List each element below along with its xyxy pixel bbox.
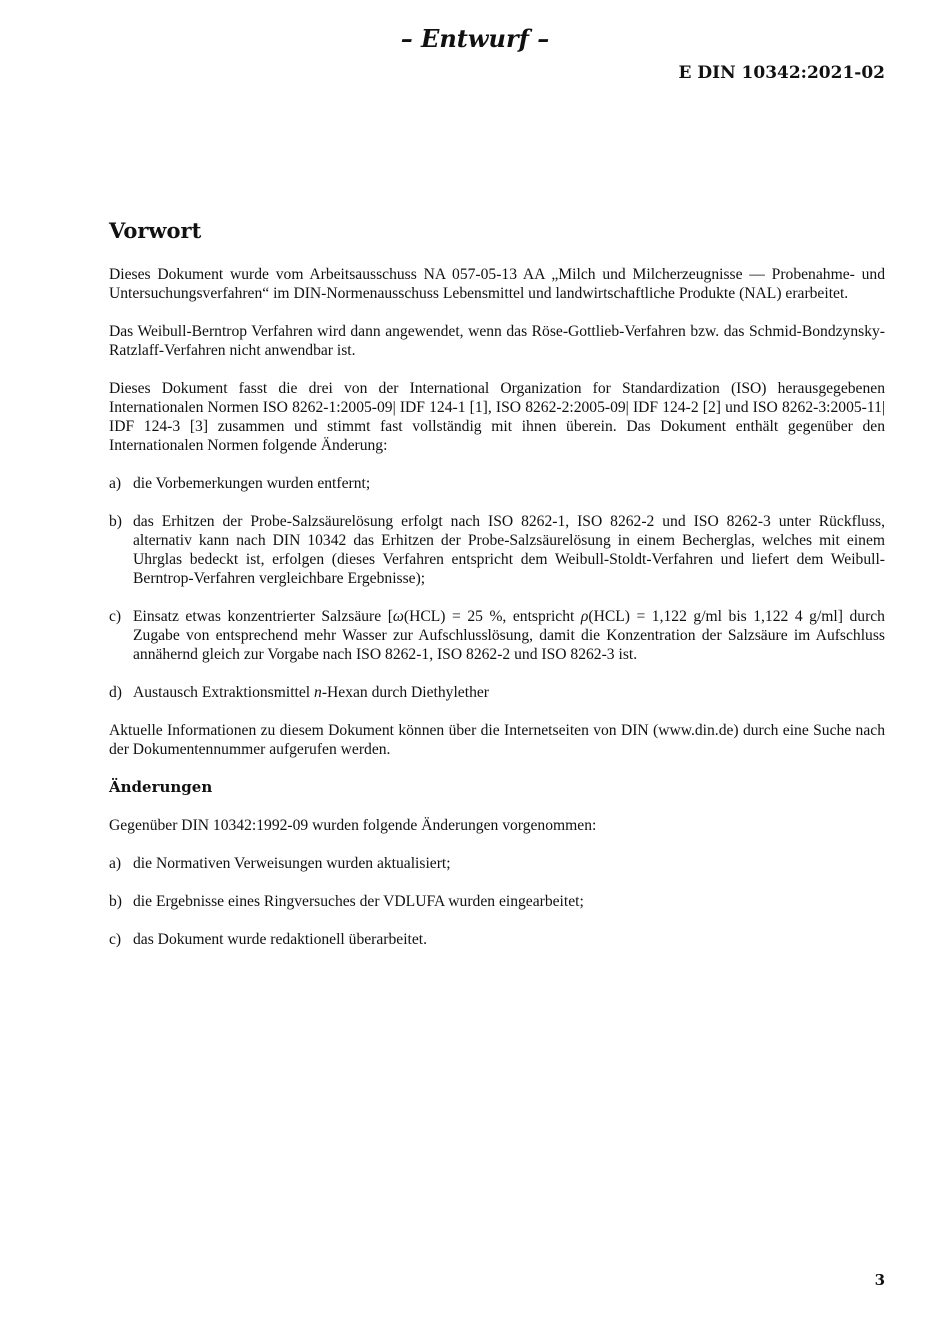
list-item-change-c [109,607,885,664]
list-item-label: c) [109,931,122,948]
list-item-text: das Dokument wurde redaktionell überarbeitet. [133,931,428,948]
omega-symbol: ω [392,608,404,625]
foreword-paragraph-1: Dieses Dokument wurde vom Arbeitsausschuss NA 057-05-13 AA „Milch und Milcherzeugnisse — Probenahme- und Untersuchungsverfahren“ im DIN-Normenausschuss Lebensmittel und landwirtschaftliche Produkte (NAL) erarbeitet. [109,266,885,302]
list-item-text: die Vorbemerkungen wurden entfernt; [133,475,371,492]
list-item-text: das Erhitzen der Probe-Salzsäurelösung erfolgt nach ISO 8262-1, ISO 8262-2 und ISO 8262-3 unter Rückfluss, alternativ kann nach DIN 10342 das Erhitzen der Probe-Salzsäurelösung in einem Becherglas, welches mit einem Uhrglas bedeckt ist, erfolgen (dieses Verfahren entspricht dem Weibull-Stoldt-Verfahren und liefert dem Weibull-Berntrop-Verfahren vergleichbare Ergebnisse); [133,513,885,587]
amendments-intro: Gegenüber DIN 10342:1992-09 wurden folgende Änderungen vorgenommen: [109,817,597,834]
list-item-amendment-a [109,854,885,873]
list-item-text: die Normativen Verweisungen wurden aktualisiert; [133,855,451,872]
draft-watermark-title: – Entwurf – [400,24,550,53]
list-item-label: b) [109,893,122,910]
foreword-paragraph-3: Dieses Dokument fasst die drei von der International Organization for Standardization (ISO) herausgegebenen Internationalen Normen ISO 8262-1:2005-09| IDF 124-1 [1], ISO 8262-2:2005-09| IDF 124-2 [2] und ISO 8262-3:2005-11| IDF 124-3 [3] zusammen und stimmt fast vollständig mit ihnen überein. Das Dokument enthält gegenüber den Internationalen Normen folgende Änderung: [109,380,885,454]
list-item-text: die Ergebnisse eines Ringversuches der VDLUFA wurden eingearbeitet; [133,893,584,910]
list-item-label: a) [109,475,122,492]
list-item-text [133,607,885,664]
list-item-label: b) [109,513,122,530]
list-item-change-d [109,683,885,702]
text-segment: (HCL) = 25 %, entspricht [403,608,581,625]
foreword-heading: Vorwort [109,218,202,243]
foreword-paragraph-4: Aktuelle Informationen zu diesem Dokument können über die Internetseiten von DIN (www.din.de) durch eine Suche nach der Dokumentennummer aufgerufen werden. [109,722,885,758]
text-segment: -Hexan durch Diethylether [321,684,489,701]
list-item-change-a [109,474,885,493]
list-item-label: c) [109,608,122,625]
italic-n: n [314,684,322,701]
document-id: E DIN 10342:2021-02 [678,63,885,83]
text-segment: Austausch Extraktionsmittel [133,684,315,701]
list-item-amendment-b [109,892,885,911]
page-content [109,217,885,968]
list-item-amendment-c [109,930,885,949]
page-number: 3 [874,1271,885,1289]
text-segment: Einsatz etwas konzentrierter Salzsäure [ [133,608,393,625]
amendments-heading: Änderungen [109,778,213,796]
list-item-label: a) [109,855,122,872]
list-item-label: d) [109,684,122,701]
foreword-paragraph-2: Das Weibull-Berntrop Verfahren wird dann angewendet, wenn das Röse-Gottlieb-Verfahren bzw. das Schmid-Bondzynsky-Ratzlaff-Verfahren nicht anwendbar ist. [109,323,885,359]
rho-symbol: ρ [580,608,589,625]
text-segment: (HCL) = 1,122 g/ml bis 1,122 4 g/ml] durch Zugabe von entsprechend mehr Wasser zur Aufschlusslösung, damit die Konzentration der Salzsäure im Aufschluss annähernd gleich zur Vorgabe nach ISO 8262-1, ISO 8262-2 und ISO 8262-3 ist. [133,608,885,663]
list-item-text [133,683,885,702]
list-item-change-b [109,512,885,588]
